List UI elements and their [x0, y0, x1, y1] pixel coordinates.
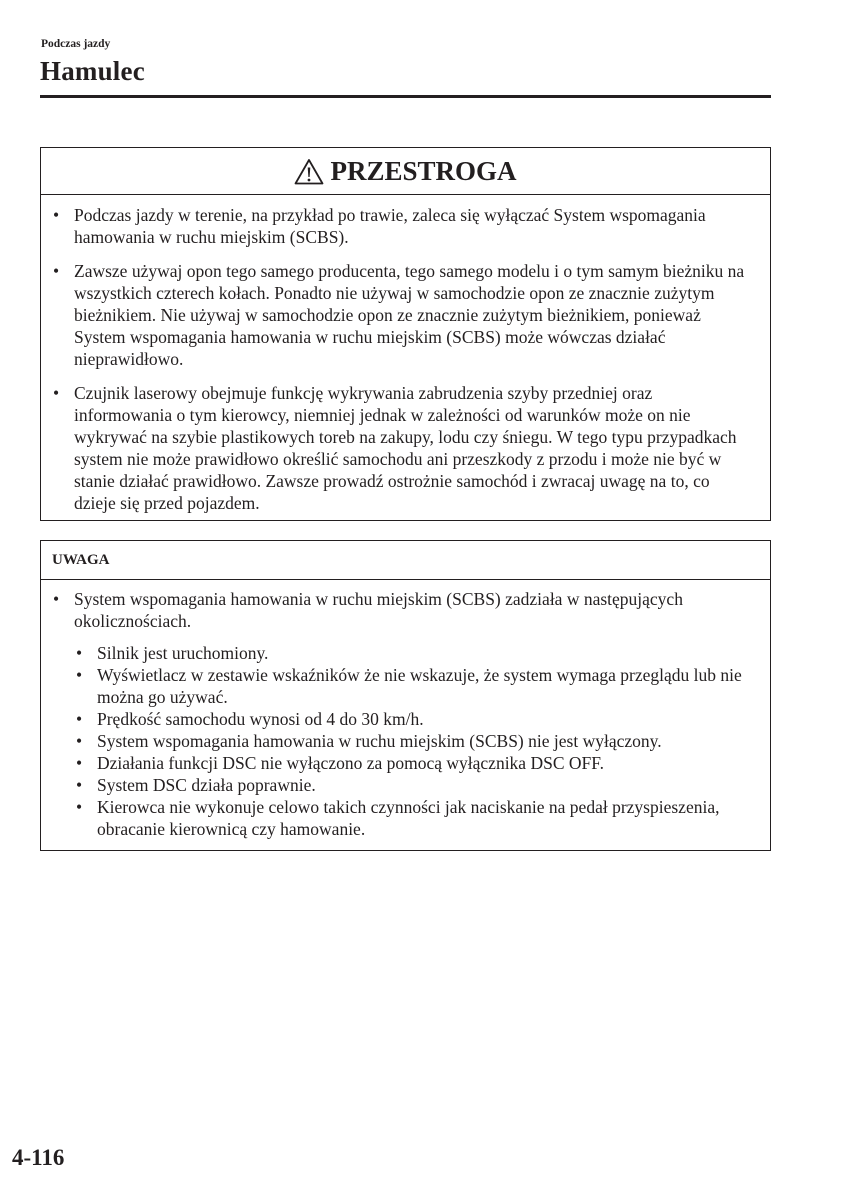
caution-heading-text: PRZESTROGA: [330, 155, 517, 186]
title-rule: [40, 95, 771, 98]
note-intro: System wspomagania hamowania w ruchu miejskim (SCBS) zadziała w następujących okolicznościach.: [74, 589, 683, 631]
note-list: [41, 580, 770, 840]
condition-item: • Działania funkcji DSC nie wyłączono za pomocą wyłącznika DSC OFF.: [74, 752, 752, 774]
condition-item: • Kierowca nie wykonuje celowo takich czynności jak naciskanie na pedał przyspieszenia, obracanie kierownicą czy hamowanie.: [74, 796, 752, 840]
page-number: 4-116: [12, 1145, 65, 1170]
note-item: [41, 588, 752, 840]
caution-item: • Podczas jazdy w terenie, na przykład po trawie, zaleca się wyłączać System wspomagania hamowania w ruchu miejskim (SCBS).: [41, 204, 752, 248]
section-label: Podczas jazdy: [41, 38, 111, 50]
caution-item: • Czujnik laserowy obejmuje funkcję wykrywania zabrudzenia szyby przedniej oraz informowania o tym kierowcy, niemniej jednak w zależności od warunków może on nie wykrywać na szybie plastikowych toreb na zakupy, lodu czy śniegu. W tego typu przypadkach system nie może prawidłowo określić samochodu ani przeszkody z przodu i może nie być w stanie działać prawidłowo. Zawsze prowadź ostrożnie samochód i zwracaj uwagę na to, co dzieje się przed pojazdem.: [41, 382, 752, 514]
condition-item: • Wyświetlacz w zestawie wskaźników że nie wskazuje, że system wymaga przeglądu lub nie można go używać.: [74, 664, 752, 708]
condition-list: [74, 642, 752, 840]
page-title: Hamulec: [40, 56, 145, 86]
caution-box: [40, 147, 771, 521]
caution-heading: [41, 148, 770, 195]
condition-item: • Prędkość samochodu wynosi od 4 do 30 km/h.: [74, 708, 752, 730]
caution-item: • Zawsze używaj opon tego samego producenta, tego samego modelu i o tym samym bieżniku na wszystkich czterech kołach. Ponadto nie używaj w samochodzie opon ze znacznie zużytym bieżnikiem. Nie używaj w samochodzie opon ze znacznie zużytym bieżnikiem, ponieważ System wspomagania hamowania w ruchu miejskim (SCBS) może wówczas działać nieprawidłowo.: [41, 260, 752, 370]
note-box: [40, 540, 771, 851]
condition-item: • System wspomagania hamowania w ruchu miejskim (SCBS) nie jest wyłączony.: [74, 730, 752, 752]
warning-triangle-icon: [294, 158, 324, 185]
condition-item: • Silnik jest uruchomiony.: [74, 642, 752, 664]
condition-item: • System DSC działa poprawnie.: [74, 774, 752, 796]
caution-list: [41, 195, 770, 514]
note-heading: UWAGA: [41, 541, 770, 580]
